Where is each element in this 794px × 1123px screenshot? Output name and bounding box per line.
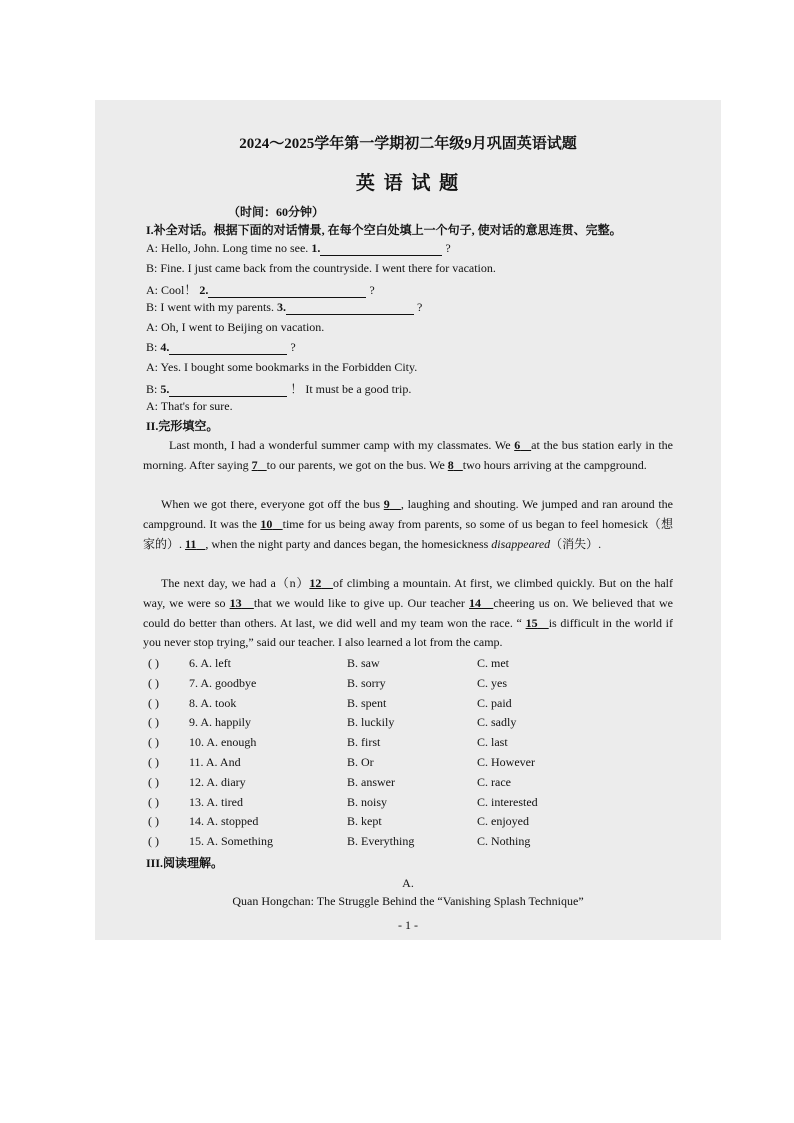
- dialog-text: A: Hello, John. Long time no see.: [146, 241, 312, 255]
- answer-blank[interactable]: [169, 342, 287, 355]
- exam-title: 2024～2025学年第一学期初二年级9月巩固英语试题: [239, 136, 577, 152]
- section3-heading: III.阅读理解。: [146, 856, 224, 870]
- option-b: B. saw: [347, 656, 380, 670]
- cloze-text: of climbing a mountain. At first, we climbed quickly. But on the half way, we were so: [143, 576, 674, 610]
- dialog-punct: ！ It must be a good trip.: [287, 381, 412, 396]
- passage-label: A.: [402, 876, 414, 890]
- dialog-line: [146, 340, 296, 355]
- blank-number: 2.: [199, 282, 209, 297]
- cloze-paragraph: [143, 574, 673, 653]
- option-c: C. paid: [477, 695, 512, 710]
- cloze-text: is difficult in the world if you never stop trying,” said our teacher. I also learned a lot from the camp.: [143, 615, 673, 650]
- passage-title: Quan Hongchan: The Struggle Behind the “Vanishing Splash Technique”: [232, 894, 584, 908]
- option-a: 12. A. diary: [189, 774, 246, 789]
- option-a: 9. A. happily: [189, 715, 251, 730]
- dialog-text: B:: [146, 381, 161, 396]
- cloze-text: two hours arriving at the campground.: [462, 457, 647, 472]
- option-a: 10. A. enough: [189, 735, 257, 750]
- dialog-punct: ?: [413, 300, 423, 315]
- blank-number: 5.: [160, 381, 170, 396]
- option-a: 13. A. tired: [189, 794, 243, 809]
- cloze-text: （消失）.: [550, 536, 602, 551]
- answer-bracket[interactable]: ( ): [148, 715, 159, 730]
- option-c: C. yes: [477, 675, 507, 690]
- blank-number: 3.: [276, 300, 286, 315]
- dialog-line: [146, 261, 496, 276]
- cloze-paragraph: [143, 436, 673, 476]
- cloze-text: When we got there, everyone got off the bus: [161, 497, 384, 511]
- dialog-line: [146, 241, 451, 256]
- option-b: B. first: [347, 735, 381, 750]
- dialog-text: A: Oh, I went to Beijing on vacation.: [146, 320, 325, 335]
- cloze-text: that we would like to give up. Our teacher: [253, 595, 470, 610]
- cloze-blank-line: [196, 537, 205, 551]
- option-b: B. spent: [347, 695, 387, 710]
- dialog-line: [146, 281, 375, 298]
- cloze-blank-line: [538, 616, 549, 630]
- option-a: 14. A. stopped: [189, 814, 259, 829]
- cloze-blank-line: [272, 517, 282, 531]
- dialog-punct: ?: [287, 340, 296, 354]
- cloze-blank-line: [520, 438, 531, 452]
- dialog-line: [146, 380, 411, 397]
- cloze-blank-7[interactable]: 7: [251, 457, 258, 472]
- answer-bracket[interactable]: ( ): [148, 735, 159, 750]
- answer-blank[interactable]: [169, 384, 287, 397]
- option-c: C. Nothing: [477, 834, 531, 849]
- answer-bracket[interactable]: ( ): [148, 794, 159, 809]
- dialog-punct: ?: [442, 241, 451, 255]
- answer-blank[interactable]: [286, 302, 414, 315]
- cloze-blank-6[interactable]: 6: [514, 438, 521, 452]
- cloze-paragraph: [143, 495, 673, 554]
- cloze-blank-line: [258, 458, 267, 472]
- option-c: C. sadly: [477, 715, 517, 730]
- italic-word: disappeared: [491, 536, 551, 551]
- cloze-blank-line: [390, 497, 401, 511]
- option-c: C. However: [477, 755, 535, 769]
- cloze-blank-14[interactable]: 14: [469, 595, 482, 610]
- option-a: 7. A. goodbye: [189, 675, 257, 690]
- section2-heading: II.完形填空。: [146, 419, 219, 433]
- cloze-blank-15[interactable]: 15: [525, 615, 538, 630]
- dialog-line: [146, 300, 422, 315]
- subject-title: 英 语 试 题: [355, 173, 461, 194]
- option-c: C. race: [477, 774, 511, 789]
- answer-bracket[interactable]: ( ): [148, 755, 159, 769]
- cloze-blank-13[interactable]: 13: [229, 595, 242, 610]
- dialog-text: A: That's for sure.: [146, 399, 233, 414]
- blank-number: 1.: [311, 241, 321, 255]
- cloze-blank-8[interactable]: 8: [447, 457, 454, 472]
- answer-blank[interactable]: [208, 285, 366, 298]
- answer-blank[interactable]: [320, 243, 442, 256]
- cloze-text: to our parents, we got on the bus. We: [266, 457, 448, 472]
- answer-bracket[interactable]: ( ): [148, 774, 159, 789]
- dialog-line: [146, 320, 324, 335]
- answer-bracket[interactable]: ( ): [148, 656, 159, 670]
- option-b: B. noisy: [347, 794, 388, 809]
- cloze-blank-line: [242, 596, 254, 610]
- dialog-text: B: Fine. I just came back from the countryside. I went there for vacation.: [146, 260, 496, 275]
- option-c: C. last: [477, 735, 508, 750]
- option-b: B. answer: [347, 774, 395, 789]
- cloze-text: Last month, I had a wonderful summer camp with my classmates. We: [169, 438, 515, 452]
- option-b: B. kept: [347, 814, 382, 829]
- answer-bracket[interactable]: ( ): [148, 695, 159, 710]
- cloze-text: , laughing and shouting. We jumped and ran around the campground. It was the: [143, 497, 674, 531]
- time-limit: （时间：60分钟）: [228, 205, 325, 219]
- option-b: B. sorry: [347, 675, 386, 690]
- dialog-punct: ?: [366, 282, 375, 297]
- cloze-text: time for us being away from parents, so some of us began to feel homesick（想家的）.: [143, 516, 674, 551]
- answer-bracket[interactable]: ( ): [148, 675, 159, 690]
- dialog-line: [146, 360, 417, 375]
- option-c: C. interested: [477, 794, 538, 809]
- answer-bracket[interactable]: ( ): [148, 834, 159, 849]
- option-a: 15. A. Something: [189, 834, 274, 849]
- cloze-blank-10[interactable]: 10: [260, 516, 273, 531]
- dialog-line: [146, 399, 233, 414]
- dialog-text: A: Yes. I bought some bookmarks in the Forbidden City.: [146, 359, 418, 374]
- option-c: C. enjoyed: [477, 814, 529, 829]
- option-b: B. Or: [347, 755, 374, 769]
- cloze-text: , when the night party and dances began, the homesickness: [205, 536, 492, 551]
- page-number: - 1 -: [398, 918, 418, 932]
- option-a: 8. A. took: [189, 695, 237, 710]
- option-b: B. luckily: [347, 715, 395, 730]
- cloze-blank-line: [454, 458, 463, 472]
- dialog-text: B:: [146, 340, 161, 354]
- option-a: 6. A. left: [189, 656, 231, 670]
- blank-number: 4.: [160, 340, 170, 354]
- cloze-text: at the bus station early in the morning. After saying: [143, 438, 673, 472]
- section1-heading: I.补全对话。根据下面的对话情景, 在每个空白处填上一个句子, 使对话的意思连贯、完整。: [146, 223, 622, 237]
- cloze-text: The next day, we had a（n）: [161, 576, 310, 590]
- cloze-blank-11[interactable]: 11: [185, 536, 197, 551]
- dialog-text: B: I went with my parents.: [146, 300, 277, 315]
- answer-bracket[interactable]: ( ): [148, 814, 159, 829]
- option-a: 11. A. And: [189, 755, 241, 769]
- cloze-blank-9[interactable]: 9: [383, 497, 390, 511]
- cloze-text: cheering us on. We believed that we could do better than others. At last, we did well and my team won the race. “: [143, 595, 673, 630]
- cloze-blank-12[interactable]: 12: [309, 576, 322, 590]
- dialog-text: A: Cool！: [146, 282, 200, 297]
- option-c: C. met: [477, 656, 509, 670]
- cloze-blank-line: [321, 576, 333, 590]
- cloze-blank-line: [481, 596, 493, 610]
- option-b: B. Everything: [347, 834, 415, 849]
